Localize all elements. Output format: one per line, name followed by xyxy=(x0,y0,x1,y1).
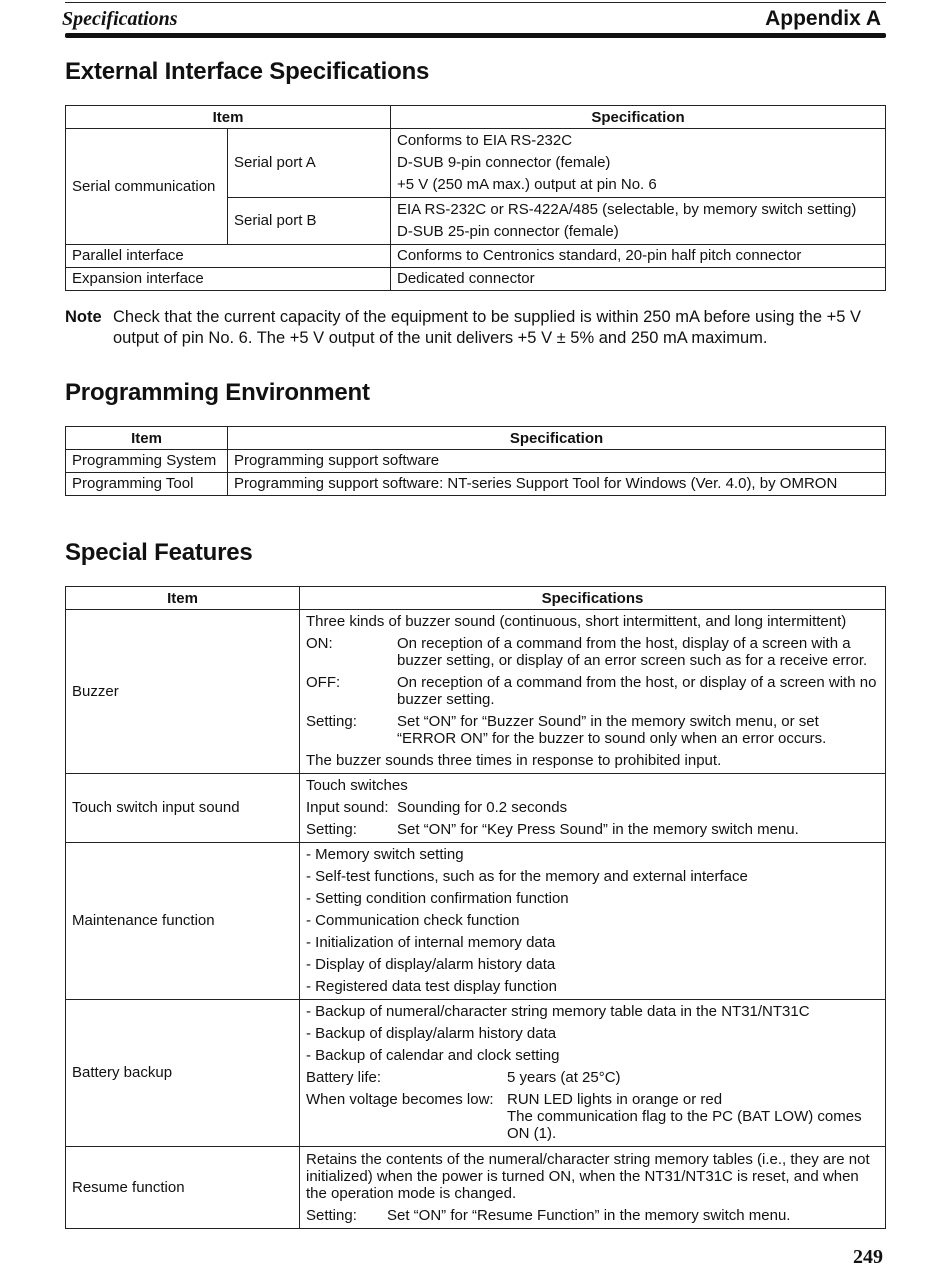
spec-line: The buzzer sounds three times in response to prohibited input. xyxy=(306,752,722,769)
page-header xyxy=(62,0,886,38)
prog-item: Programming Tool xyxy=(66,473,228,496)
battery-spec xyxy=(300,1000,886,1147)
prog-item: Programming System xyxy=(66,450,228,473)
page-number: 249 xyxy=(853,1246,883,1268)
spec-value: On reception of a command from the host, or display of a screen with no buzzer setting. xyxy=(397,674,877,708)
spec-line: - Backup of calendar and clock setting xyxy=(306,1047,560,1064)
spec-value: Set “ON” for “Key Press Sound” in the memory switch menu. xyxy=(397,821,799,838)
ext-port-b: Serial port B xyxy=(228,198,391,245)
maint-item: Maintenance function xyxy=(66,843,300,1000)
spec-line: Conforms to EIA RS-232C xyxy=(397,132,573,149)
table-row xyxy=(66,843,886,1000)
ext-expansion-spec: Dedicated connector xyxy=(391,268,886,291)
spec-value: On reception of a command from the host, display of a screen with a buzzer setting, or display of an error screen such as for a receive error. xyxy=(397,635,868,669)
maint-spec xyxy=(300,843,886,1000)
ext-serial-comm: Serial communication xyxy=(66,129,228,245)
table-row xyxy=(66,450,886,473)
prog-spec: Programming support software xyxy=(228,450,886,473)
prog-col-item: Item xyxy=(66,427,228,450)
table-row xyxy=(66,1000,886,1147)
table-row xyxy=(66,610,886,774)
spec-line: EIA RS-232C or RS-422A/485 (selectable, by memory switch setting) xyxy=(397,201,857,218)
spec-value xyxy=(507,1091,879,1142)
spec-key: OFF: xyxy=(306,674,341,691)
special-heading: Special Features xyxy=(65,539,253,566)
header-top-line xyxy=(65,2,886,3)
table-row xyxy=(66,774,886,843)
spec-value-line: RUN LED lights in orange or red xyxy=(507,1091,723,1108)
ext-port-a: Serial port A xyxy=(228,129,391,198)
spec-pair xyxy=(306,672,879,711)
spec-value: Set “ON” for “Buzzer Sound” in the memory switch menu, or set “ERROR ON” for the buzzer to sound only when an error occurs. xyxy=(397,713,827,747)
ext-parallel-spec: Conforms to Centronics standard, 20-pin half pitch connector xyxy=(391,245,886,268)
spec-line: - Initialization of internal memory data xyxy=(306,934,556,951)
table-row xyxy=(66,473,886,496)
spec-key: Setting: xyxy=(306,1207,357,1224)
spec-line: - Self-test functions, such as for the memory and external interface xyxy=(306,868,748,885)
buzzer-item: Buzzer xyxy=(66,610,300,774)
spec-value: Set “ON” for “Resume Function” in the memory switch menu. xyxy=(387,1207,791,1224)
ext-port-a-spec xyxy=(391,129,886,198)
touch-item: Touch switch input sound xyxy=(66,774,300,843)
note xyxy=(65,307,886,349)
spec-line: - Setting condition confirmation function xyxy=(306,890,569,907)
page xyxy=(62,0,886,1224)
spec-line: Touch switches xyxy=(306,777,408,794)
spec-pair xyxy=(306,711,879,750)
spec-pair xyxy=(306,1205,879,1227)
spec-pair xyxy=(306,819,879,841)
header-rule xyxy=(65,33,886,38)
ext-parallel: Parallel interface xyxy=(66,245,391,268)
table-row xyxy=(66,1147,886,1229)
spec-paragraph: Retains the contents of the numeral/character string memory tables (i.e., they are not initialized) when the power is turned ON, when the NT31/NT31C is reset, and when the operation mode is changed. xyxy=(306,1151,870,1202)
spec-line: - Backup of numeral/character string memory table data in the NT31/NT31C xyxy=(306,1003,810,1020)
buzzer-spec xyxy=(300,610,886,774)
special-col-spec: Specifications xyxy=(300,587,886,610)
spec-pair xyxy=(306,633,879,672)
section-name: Specifications xyxy=(62,8,178,30)
spec-line: +5 V (250 mA max.) output at pin No. 6 xyxy=(397,176,657,193)
spec-line: Three kinds of buzzer sound (continuous, short intermittent, and long intermittent) xyxy=(306,613,847,630)
touch-spec xyxy=(300,774,886,843)
spec-key: When voltage becomes low: xyxy=(306,1091,494,1108)
prog-table xyxy=(65,426,886,496)
note-text: Check that the current capacity of the equipment to be supplied is within 250 mA before using the +5 V output of pin No. 6. The +5 V output of the unit delivers +5 V ± 5% and 250 mA maximum. xyxy=(113,308,861,347)
spec-line: - Display of display/alarm history data xyxy=(306,956,556,973)
special-col-item: Item xyxy=(66,587,300,610)
spec-line: D-SUB 9-pin connector (female) xyxy=(397,154,611,171)
resume-spec xyxy=(300,1147,886,1229)
spec-pair xyxy=(306,1089,879,1145)
spec-pair xyxy=(306,797,879,819)
spec-line: - Communication check function xyxy=(306,912,520,929)
spec-value-line: The communication flag to the PC (BAT LOW) comes ON (1). xyxy=(507,1108,862,1142)
special-table xyxy=(65,586,886,1229)
ext-table xyxy=(65,105,886,291)
appendix-label: Appendix A xyxy=(765,7,881,30)
spec-key: Setting: xyxy=(306,821,357,838)
spec-pair xyxy=(306,1067,879,1089)
ext-col-item: Item xyxy=(66,106,391,129)
ext-col-spec: Specification xyxy=(391,106,886,129)
spec-line: - Registered data test display function xyxy=(306,978,557,995)
spec-line: - Backup of display/alarm history data xyxy=(306,1025,557,1042)
prog-spec: Programming support software: NT-series Support Tool for Windows (Ver. 4.0), by OMRON xyxy=(228,473,886,496)
battery-item: Battery backup xyxy=(66,1000,300,1147)
prog-col-spec: Specification xyxy=(228,427,886,450)
prog-heading: Programming Environment xyxy=(65,379,370,406)
note-label: Note xyxy=(65,308,102,326)
spec-key: Input sound: xyxy=(306,799,389,816)
ext-port-b-spec xyxy=(391,198,886,245)
spec-line: - Memory switch setting xyxy=(306,846,464,863)
ext-heading: External Interface Specifications xyxy=(65,58,430,85)
spec-value: 5 years (at 25°C) xyxy=(507,1069,621,1086)
spec-value: Sounding for 0.2 seconds xyxy=(397,799,568,816)
spec-line: D-SUB 25-pin connector (female) xyxy=(397,223,619,240)
spec-key: Setting: xyxy=(306,713,357,730)
resume-item: Resume function xyxy=(66,1147,300,1229)
ext-expansion: Expansion interface xyxy=(66,268,391,291)
spec-key: ON: xyxy=(306,635,333,652)
spec-key: Battery life: xyxy=(306,1069,382,1086)
